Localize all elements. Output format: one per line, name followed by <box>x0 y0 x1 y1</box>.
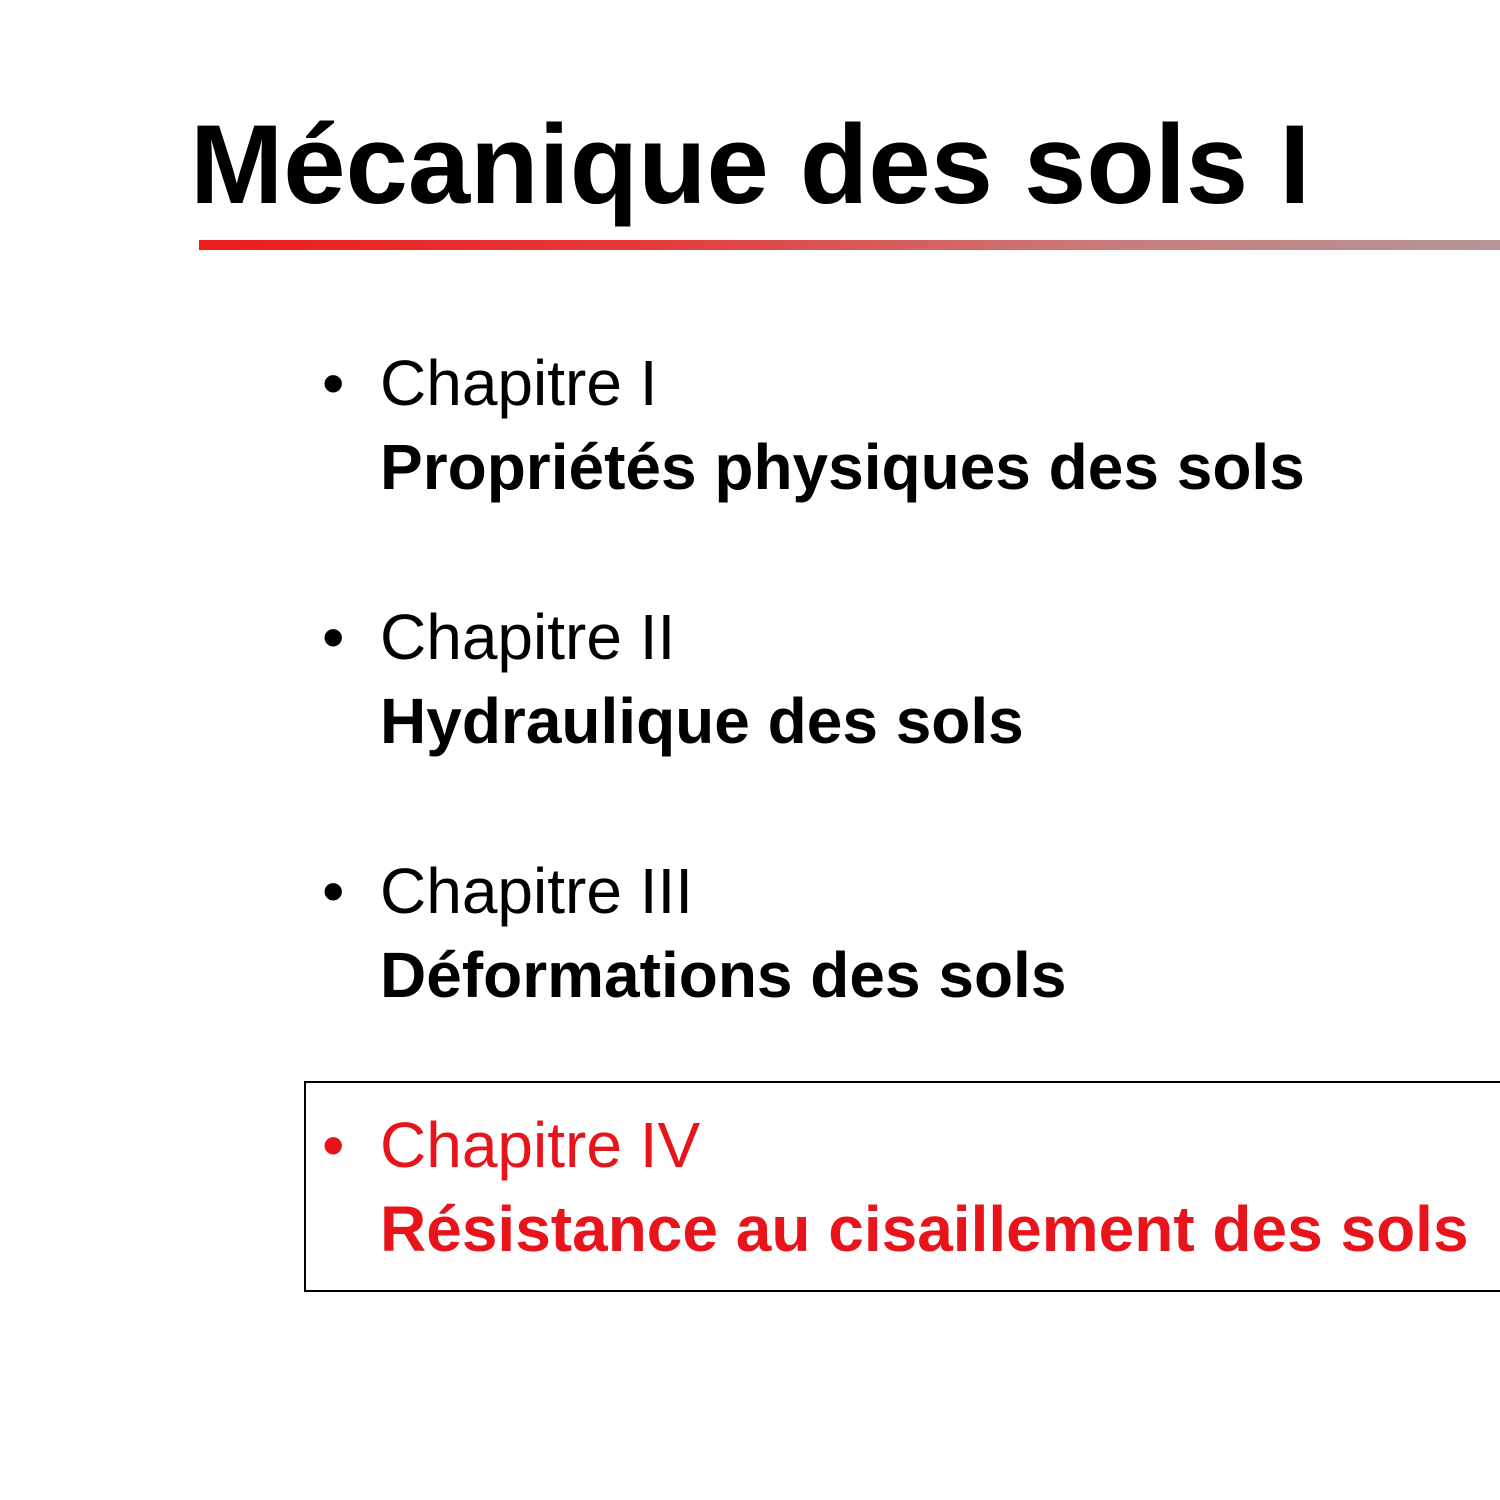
chapter-title: Résistance au cisaillement des sols <box>380 1193 1469 1265</box>
chapter-number: Chapitre II <box>380 601 676 673</box>
chapter-number: Chapitre III <box>380 855 694 927</box>
bullet-icon: • <box>322 1109 345 1181</box>
chapter-title: Hydraulique des sols <box>380 685 1024 757</box>
slide-title: Mécanique des sols I <box>190 102 1311 227</box>
title-underline-rule <box>199 240 1500 250</box>
chapter-number: Chapitre I <box>380 347 658 419</box>
chapter-number: Chapitre IV <box>380 1109 701 1181</box>
bullet-icon: • <box>322 347 345 419</box>
bullet-icon: • <box>322 855 345 927</box>
chapter-title: Propriétés physiques des sols <box>380 431 1305 503</box>
chapter-title: Déformations des sols <box>380 939 1067 1011</box>
bullet-icon: • <box>322 601 345 673</box>
